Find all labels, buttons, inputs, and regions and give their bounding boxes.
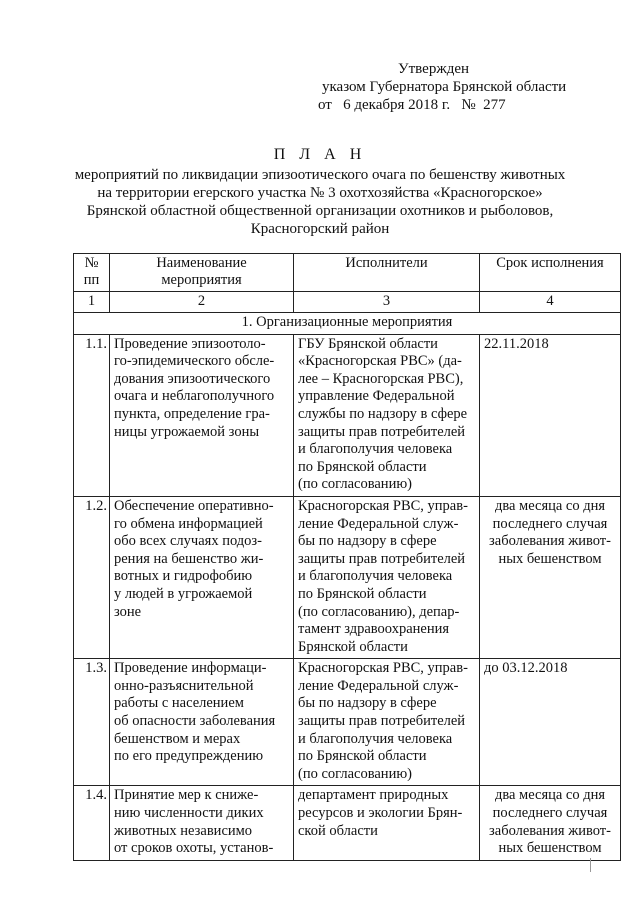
- row-executors: ГБУ Брянской области «Красногорская РВС» (да- лее – Красногорская РВС), управление Федеральной службы по надзору в сфере защиты прав потребителей и благополучия человека по Брянской области (по согласованию): [294, 334, 480, 496]
- row-deadline: два месяца со дня последнего случая заболевания живот- ных бешенством: [480, 496, 621, 658]
- approval-line-approved: Утвержден: [398, 61, 470, 77]
- section-title: 1. Организационные мероприятия: [74, 313, 621, 335]
- plan-subtitle-line: мероприятий по ликвидации эпизоотического очага по бешенству животных: [74, 167, 566, 183]
- plan-title: П Л А Н: [273, 146, 367, 163]
- row-deadline: 22.11.2018: [480, 334, 621, 496]
- section-row: [74, 313, 621, 335]
- row-executors: Красногорская РВС, управ- ление Федеральной служ- бы по надзору в сфере защиты прав потребителей и благополучия человека по Брянской области (по согласованию), депар- тамент здравоохранения Брянской области: [294, 496, 480, 658]
- column-number: 4: [480, 292, 621, 313]
- row-name: Принятие мер к сниже- нию численности диких животных независимо от сроков охоты, установ-: [110, 786, 294, 860]
- row-number: 1.1.: [74, 334, 110, 496]
- row-number: 1.2.: [74, 496, 110, 658]
- column-number-row: [74, 292, 621, 313]
- row-deadline: два месяца со дня последнего случая заболевания живот- ных бешенством: [480, 786, 621, 860]
- scan-mark: [590, 858, 591, 872]
- row-name: Проведение информаци- онно-разъяснительной работы с населением об опасности заболевания бешенством и мерах по его предупреждению: [110, 659, 294, 786]
- row-executors: Красногорская РВС, управ- ление Федеральной служ- бы по надзору в сфере защиты прав потребителей и благополучия человека по Брянской области (по согласованию): [294, 659, 480, 786]
- header-name: Наименование мероприятия: [110, 254, 294, 292]
- header-executors: Исполнители: [294, 254, 480, 292]
- row-name: Проведение эпизоотоло- го-эпидемического обсле- дования эпизоотического очага и неблагополучного пункта, определение гра- ницы угрожаемой зоны: [110, 334, 294, 496]
- plan-subtitle-line: на территории егерского участка № 3 охотхозяйства «Красногорское»: [97, 185, 543, 201]
- approval-line-decree: указом Губернатора Брянской области: [322, 79, 567, 95]
- table-row: [74, 786, 621, 860]
- table-header-row: [74, 254, 621, 292]
- column-number: 1: [74, 292, 110, 313]
- plan-subtitle-line: Красногорский район: [250, 221, 390, 237]
- header-num: № пп: [74, 254, 110, 292]
- row-deadline: до 03.12.2018: [480, 659, 621, 786]
- column-number: 2: [110, 292, 294, 313]
- table-row: [74, 496, 621, 658]
- header-deadline: Срок исполнения: [480, 254, 621, 292]
- table-row: [74, 334, 621, 496]
- approval-line-date-number: от 6 декабря 2018 г. № 277: [318, 97, 506, 113]
- row-number: 1.4.: [74, 786, 110, 860]
- plan-subtitle-line: Брянской областной общественной организации охотников и рыболовов,: [86, 203, 554, 219]
- column-number: 3: [294, 292, 480, 313]
- plan-table: [73, 253, 621, 861]
- row-name: Обеспечение оперативно- го обмена информацией обо всех случаях подоз- рения на бешенство жи- вотных и гидрофобию у людей в угрожаемой зоне: [110, 496, 294, 658]
- row-number: 1.3.: [74, 659, 110, 786]
- table-row: [74, 659, 621, 786]
- plan-subtitle: [60, 166, 580, 238]
- row-executors: департамент природных ресурсов и экологии Брян- ской области: [294, 786, 480, 860]
- approval-stamp: [318, 60, 566, 114]
